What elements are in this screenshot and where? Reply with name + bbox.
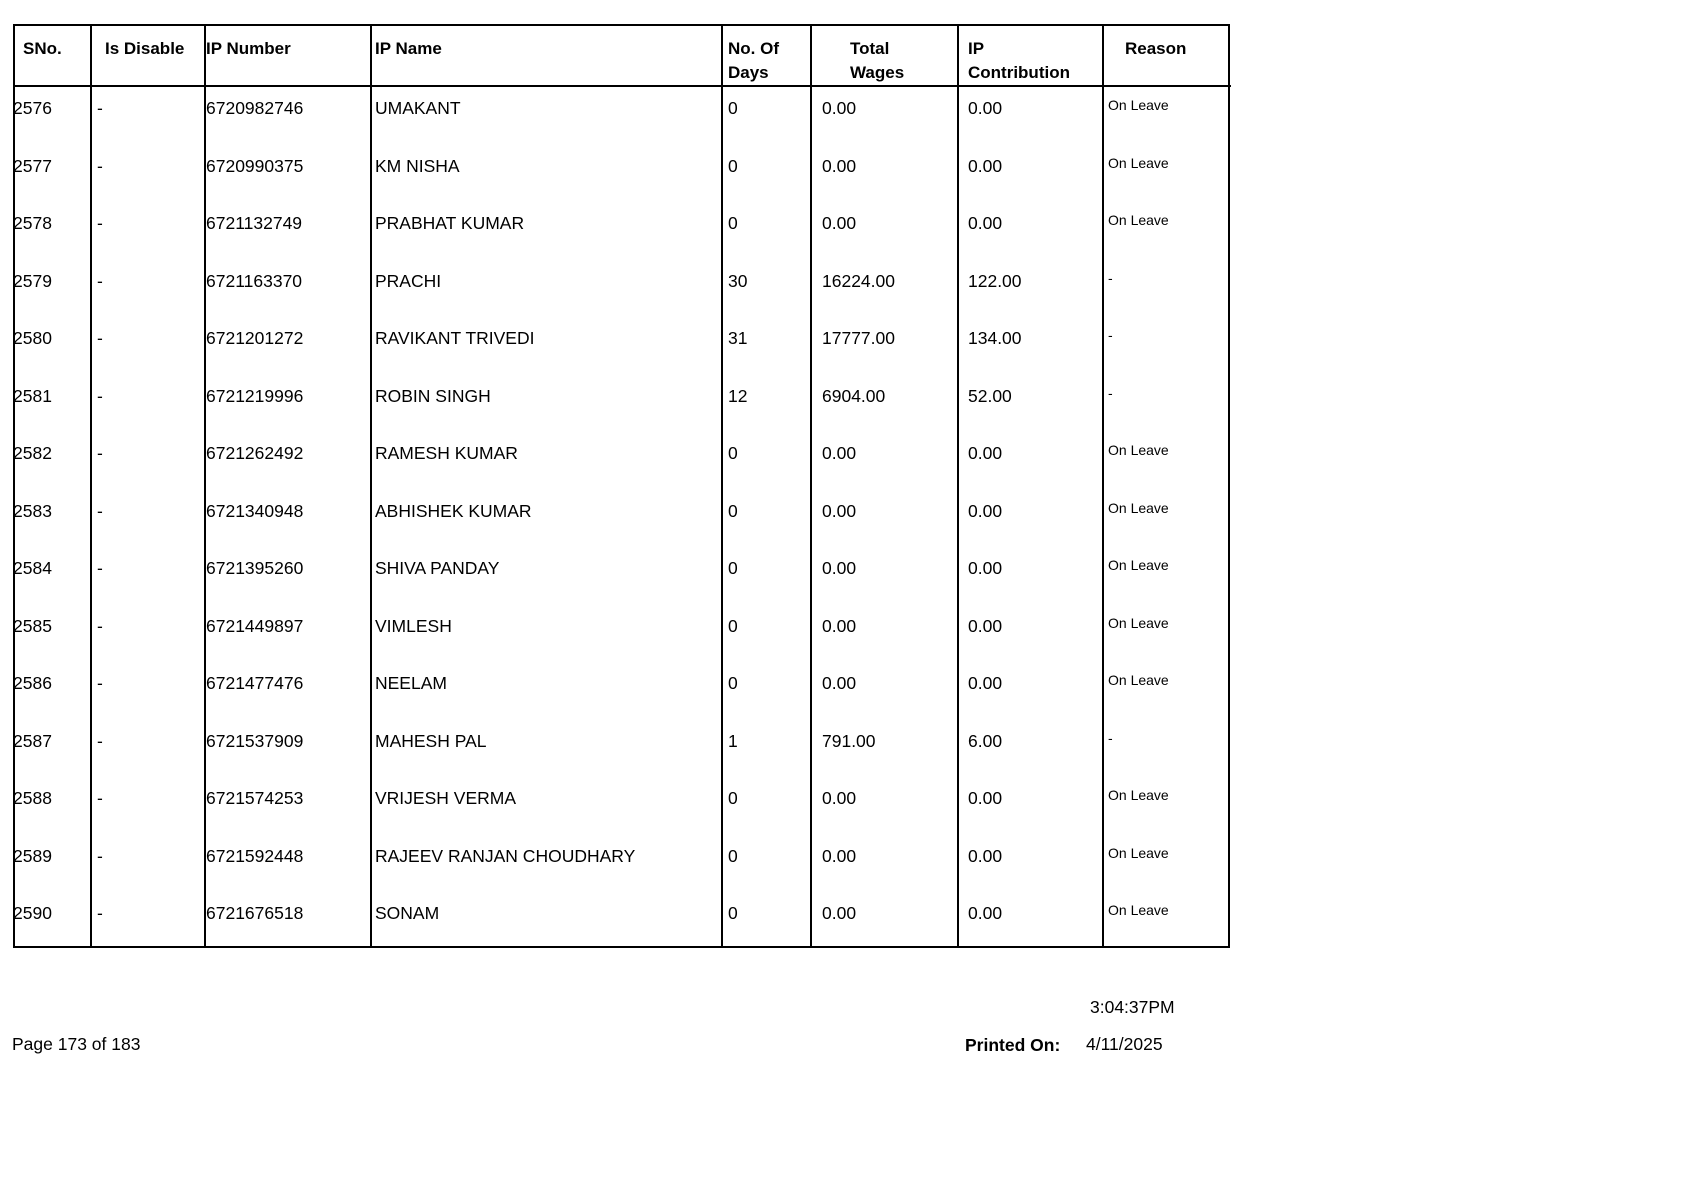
header-ip-name: IP Name — [375, 39, 442, 58]
cell-sno: 2582 — [13, 443, 52, 463]
cell-days: 0 — [728, 903, 738, 923]
cell-is-disable: - — [97, 328, 103, 348]
cell-contribution: 0.00 — [968, 213, 1003, 233]
cell-sno: 2590 — [13, 903, 52, 923]
table-row — [15, 548, 1228, 606]
cell-days: 0 — [728, 98, 738, 118]
cell-is-disable: - — [97, 845, 103, 866]
cell-days: 1 — [728, 730, 738, 751]
cell-sno: 2587 — [13, 730, 52, 751]
cell-wages: 0.00 — [822, 615, 857, 636]
header-total-wages: Total Wages — [850, 39, 905, 82]
cell-sno: 2585 — [13, 615, 52, 636]
cell-ip-name: UMAKANT — [375, 98, 461, 118]
cell-ip-number: 6721219996 — [206, 385, 304, 406]
cell-ip-name: VRIJESH VERMA — [375, 788, 516, 808]
cell-reason: On Leave — [1108, 97, 1169, 113]
table-row — [15, 376, 1228, 434]
header-ip-contribution: IP Contribution — [968, 39, 1070, 82]
cell-is-disable: - — [97, 155, 103, 176]
cell-wages: 6904.00 — [822, 385, 886, 406]
cell-days: 0 — [728, 155, 738, 176]
cell-is-disable: - — [97, 673, 103, 693]
cell-sno: 2589 — [13, 845, 52, 866]
cell-is-disable: - — [97, 558, 103, 578]
cell-reason: - — [1108, 269, 1113, 286]
cell-contribution: 0.00 — [968, 903, 1003, 923]
header-is-disable: Is Disable — [105, 39, 185, 58]
cell-sno: 2583 — [13, 500, 52, 521]
cell-ip-number: 6721395260 — [206, 558, 304, 578]
table-row — [15, 836, 1228, 894]
cell-wages: 17777.00 — [822, 328, 895, 348]
header-ip-number: IP Number — [206, 39, 291, 58]
cell-wages: 0.00 — [822, 213, 857, 233]
cell-days: 30 — [728, 270, 748, 291]
cell-days: 31 — [728, 328, 748, 348]
cell-ip-number: 6721201272 — [206, 328, 304, 348]
cell-reason: On Leave — [1108, 902, 1169, 918]
cell-ip-name: ABHISHEK KUMAR — [375, 500, 532, 521]
cell-ip-number: 6721449897 — [206, 615, 304, 636]
cell-contribution: 0.00 — [968, 98, 1003, 118]
cell-days: 0 — [728, 845, 738, 866]
cell-days: 0 — [728, 443, 738, 463]
table-row — [15, 893, 1228, 951]
contribution-table — [13, 24, 1230, 948]
cell-sno: 2580 — [13, 328, 52, 348]
cell-ip-number: 6721340948 — [206, 500, 304, 521]
cell-ip-name: NEELAM — [375, 673, 447, 693]
cell-reason: On Leave — [1108, 672, 1169, 688]
cell-wages: 0.00 — [822, 443, 857, 463]
cell-reason: On Leave — [1108, 212, 1169, 228]
cell-ip-name: VIMLESH — [375, 615, 452, 636]
cell-contribution: 6.00 — [968, 730, 1003, 751]
cell-contribution: 0.00 — [968, 845, 1003, 866]
cell-ip-number: 6720990375 — [206, 155, 304, 176]
table-row — [15, 88, 1228, 146]
cell-wages: 16224.00 — [822, 270, 895, 291]
cell-contribution: 134.00 — [968, 328, 1022, 348]
cell-is-disable: - — [97, 500, 103, 521]
cell-contribution: 0.00 — [968, 673, 1003, 693]
cell-ip-name: RAMESH KUMAR — [375, 443, 518, 463]
cell-ip-number: 6721163370 — [206, 270, 303, 291]
cell-ip-number: 6721262492 — [206, 443, 304, 463]
cell-is-disable: - — [97, 615, 103, 636]
cell-days: 12 — [728, 385, 748, 406]
cell-reason: On Leave — [1108, 499, 1169, 516]
cell-days: 0 — [728, 500, 738, 521]
cell-sno: 2578 — [13, 213, 52, 233]
cell-sno: 2577 — [13, 155, 52, 176]
cell-sno: 2579 — [13, 270, 52, 291]
cell-wages: 791.00 — [822, 730, 876, 751]
table-row — [15, 491, 1228, 549]
page-number: Page 173 of 183 — [12, 1034, 141, 1054]
header-days: No. Of Days — [728, 39, 779, 82]
cell-is-disable: - — [97, 270, 103, 291]
cell-reason: - — [1108, 327, 1113, 343]
cell-days: 0 — [728, 788, 738, 808]
cell-days: 0 — [728, 558, 738, 578]
cell-ip-name: SONAM — [375, 903, 440, 923]
table-row — [15, 606, 1228, 664]
cell-sno: 2588 — [13, 788, 52, 808]
print-date: 4/11/2025 — [1086, 1034, 1163, 1054]
table-row — [15, 663, 1228, 721]
cell-is-disable: - — [97, 730, 103, 751]
cell-is-disable: - — [97, 903, 103, 923]
print-time: 3:04:37PM — [1090, 997, 1175, 1017]
cell-contribution: 0.00 — [968, 500, 1003, 521]
header-divider — [15, 85, 1231, 87]
cell-reason: On Leave — [1108, 844, 1169, 861]
cell-ip-number: 6721574253 — [206, 788, 304, 808]
cell-wages: 0.00 — [822, 558, 857, 578]
cell-wages: 0.00 — [822, 903, 857, 923]
cell-ip-number: 6721132749 — [206, 213, 303, 233]
table-row — [15, 146, 1228, 204]
cell-contribution: 0.00 — [968, 615, 1003, 636]
cell-wages: 0.00 — [822, 500, 857, 521]
cell-wages: 0.00 — [822, 673, 857, 693]
cell-reason: On Leave — [1108, 614, 1169, 631]
cell-sno: 2584 — [13, 558, 52, 578]
cell-ip-name: PRABHAT KUMAR — [375, 213, 525, 233]
cell-days: 0 — [728, 673, 738, 693]
cell-contribution: 122.00 — [968, 270, 1022, 291]
cell-is-disable: - — [97, 385, 103, 406]
cell-ip-number: 6721676518 — [206, 903, 304, 923]
cell-is-disable: - — [97, 443, 103, 463]
cell-contribution: 52.00 — [968, 385, 1012, 406]
cell-wages: 0.00 — [822, 788, 857, 808]
table-row — [15, 778, 1228, 836]
cell-wages: 0.00 — [822, 98, 857, 118]
cell-ip-number: 6721477476 — [206, 673, 304, 693]
cell-days: 0 — [728, 213, 738, 233]
table-row — [15, 721, 1228, 779]
table-row — [15, 203, 1228, 261]
cell-ip-name: PRACHI — [375, 270, 442, 291]
cell-contribution: 0.00 — [968, 443, 1003, 463]
cell-is-disable: - — [97, 213, 103, 233]
cell-wages: 0.00 — [822, 155, 857, 176]
header-sno: SNo. — [23, 39, 62, 58]
table-row — [15, 261, 1228, 319]
cell-reason: On Leave — [1108, 787, 1169, 803]
cell-ip-number: 6721537909 — [206, 730, 304, 751]
printed-on-label: Printed On: — [965, 1035, 1061, 1055]
cell-reason: On Leave — [1108, 442, 1169, 458]
cell-ip-name: KM NISHA — [375, 155, 460, 176]
cell-ip-name: ROBIN SINGH — [375, 385, 491, 406]
cell-reason: On Leave — [1108, 557, 1169, 573]
cell-sno: 2581 — [13, 385, 52, 406]
cell-is-disable: - — [97, 788, 103, 808]
cell-sno: 2576 — [13, 98, 52, 118]
cell-reason: On Leave — [1108, 154, 1169, 171]
cell-reason: - — [1108, 729, 1113, 746]
cell-ip-name: RAVIKANT TRIVEDI — [375, 328, 535, 348]
cell-contribution: 0.00 — [968, 155, 1003, 176]
cell-ip-name: MAHESH PAL — [375, 730, 487, 751]
cell-wages: 0.00 — [822, 845, 857, 866]
cell-ip-name: RAJEEV RANJAN CHOUDHARY — [375, 845, 636, 866]
cell-ip-number: 6721592448 — [206, 845, 304, 866]
cell-sno: 2586 — [13, 673, 52, 693]
header-reason: Reason — [1125, 39, 1187, 58]
cell-contribution: 0.00 — [968, 788, 1003, 808]
table-row — [15, 433, 1228, 491]
cell-is-disable: - — [97, 98, 103, 118]
cell-ip-name: SHIVA PANDAY — [375, 558, 500, 578]
cell-reason: - — [1108, 384, 1113, 401]
cell-contribution: 0.00 — [968, 558, 1003, 578]
cell-ip-number: 6720982746 — [206, 98, 304, 118]
table-row — [15, 318, 1228, 376]
cell-days: 0 — [728, 615, 738, 636]
